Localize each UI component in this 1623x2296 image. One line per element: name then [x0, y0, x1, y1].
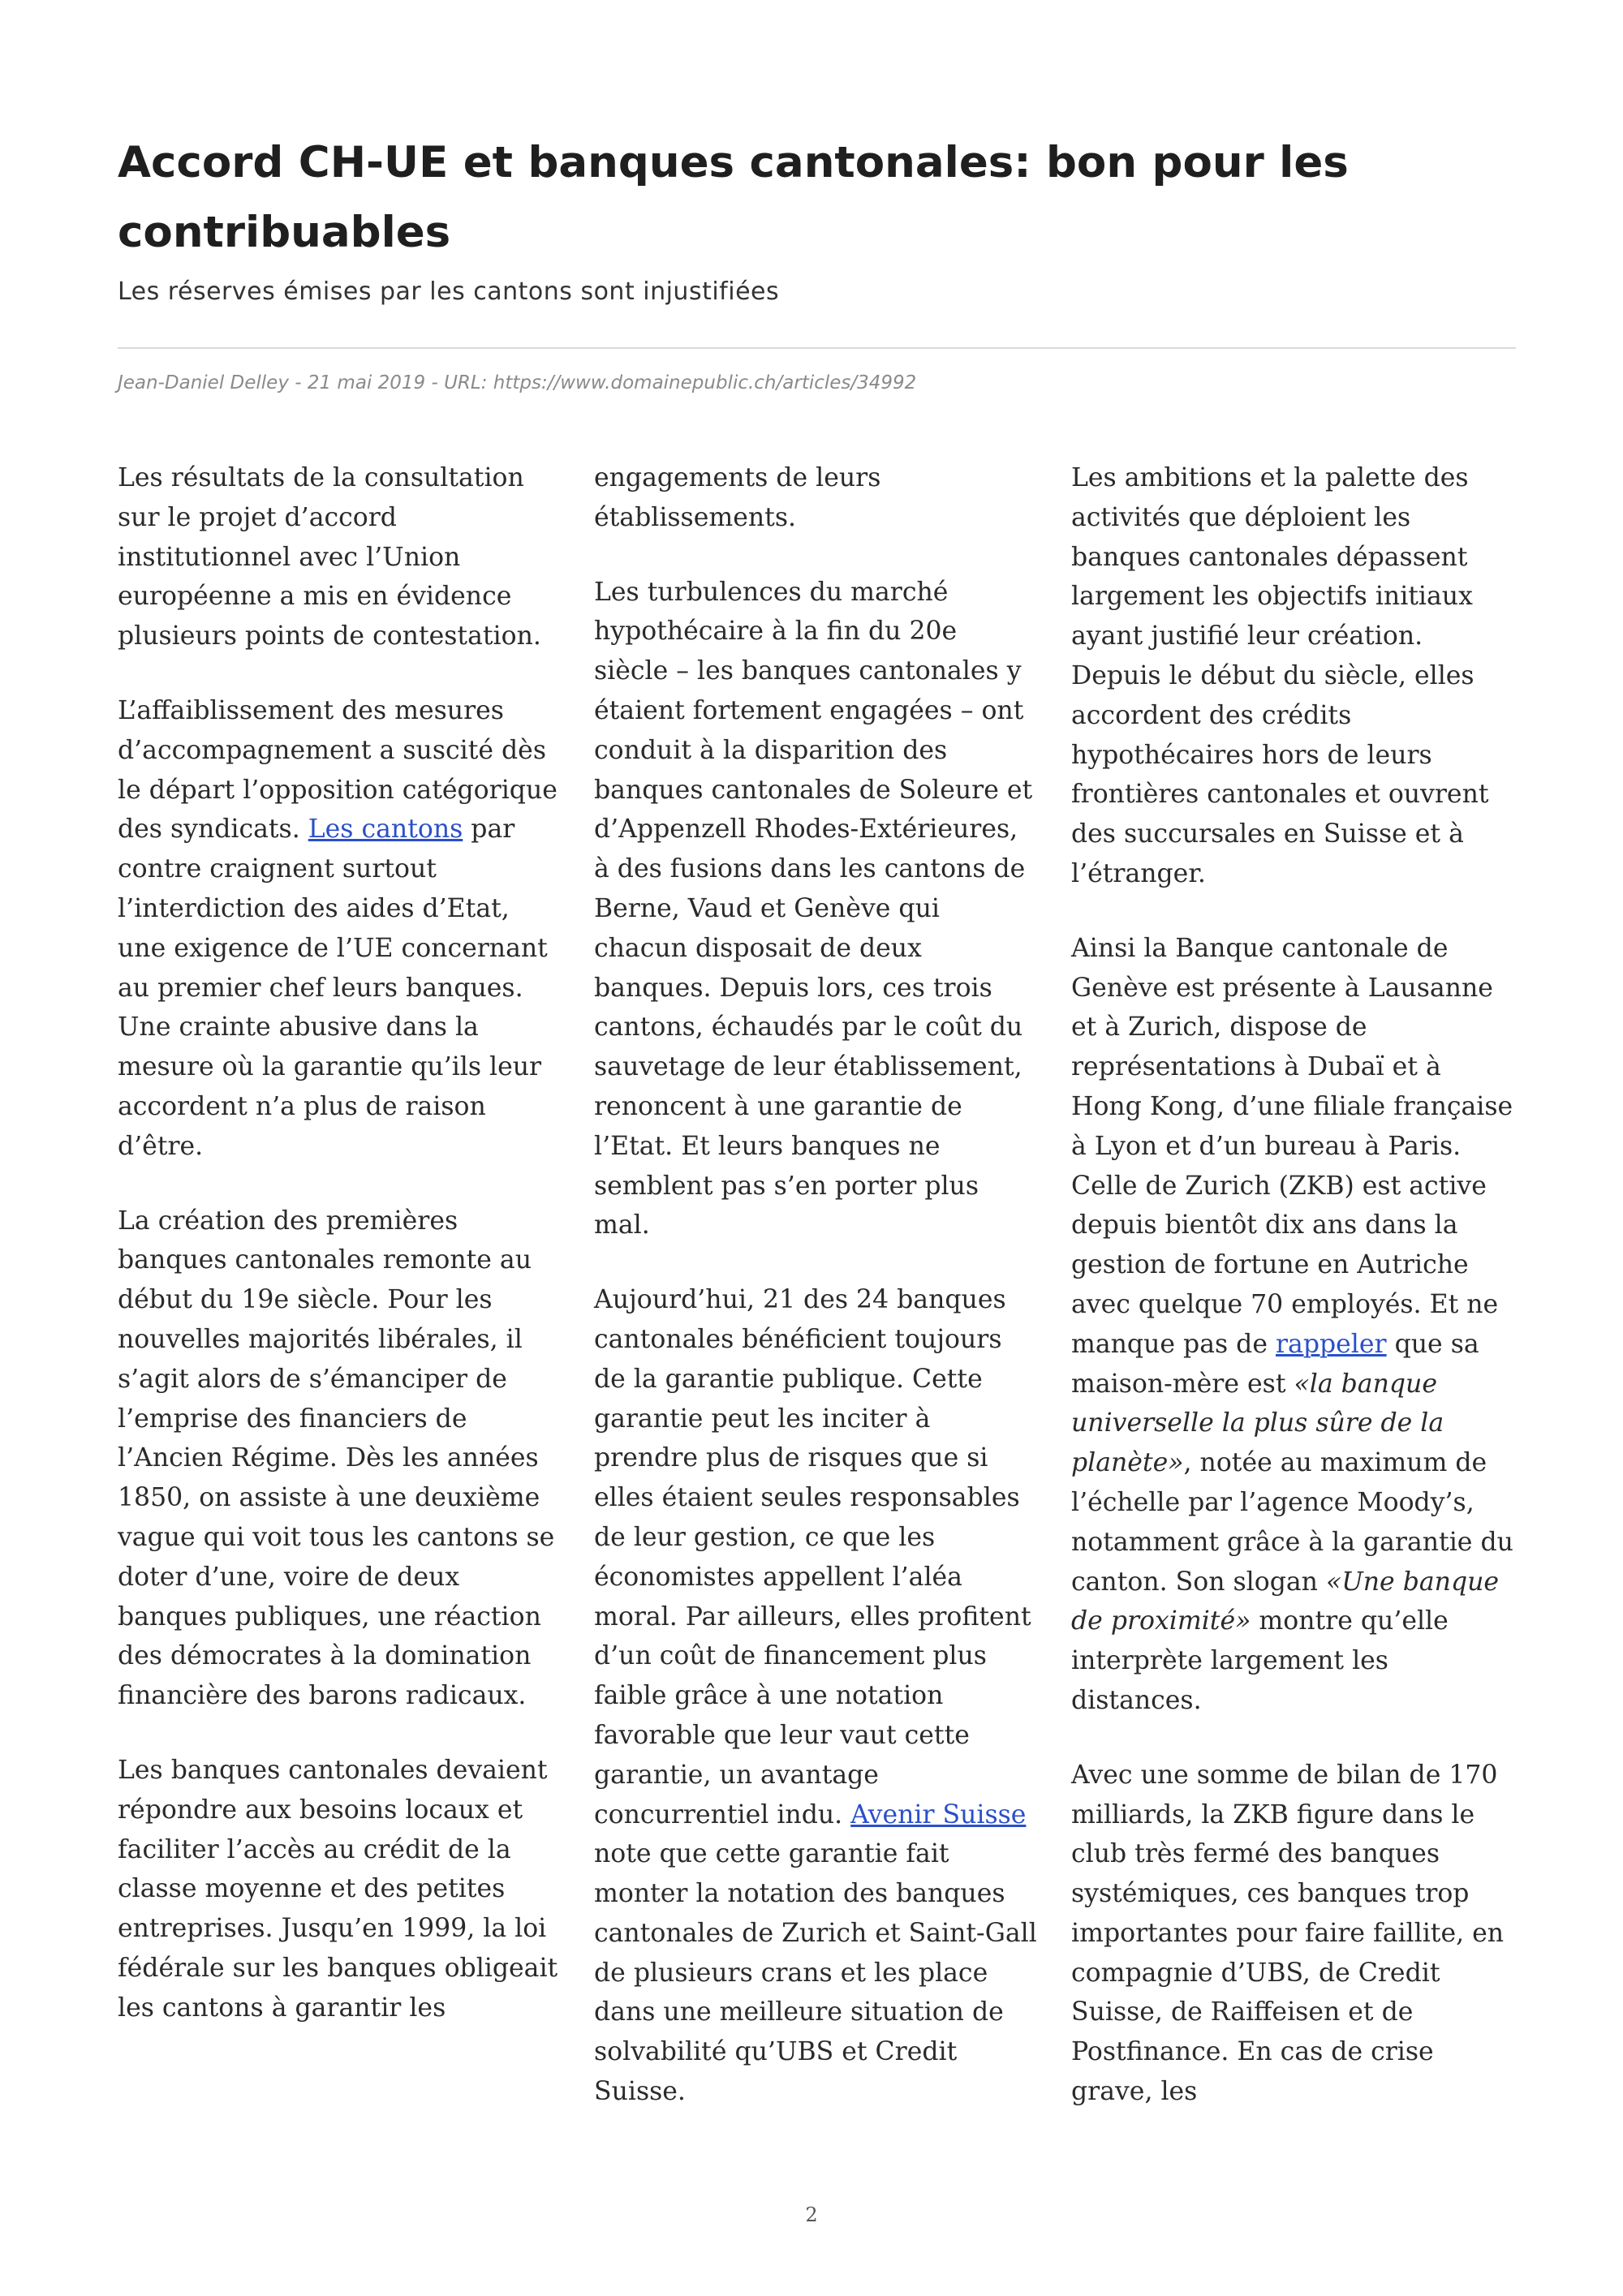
paragraph: Avec une somme de bilan de 170 milliards, la ZKB figure dans le club très fermé des banques systémiques, ces banques trop importantes pour faire faillite, en compagnie d’UBS, de Credit Suisse, de Raiffeisen et de Postfinance. En cas de crise grave, les — [1071, 1760, 1505, 2107]
paragraph-text: que sa maison-mère est — [1071, 1329, 1479, 1399]
quote-text: «Une banque de proximité» — [1071, 1567, 1500, 1636]
paragraph — [594, 1280, 1037, 2112]
paragraph-text: , notée au maximum de l’échelle par l’agence Moody’s, notamment grâce à la garantie du canton. Son slogan — [1071, 1448, 1513, 1597]
paragraph-text: montre qu’elle interprète largement les distances. — [1071, 1606, 1449, 1715]
article-byline: Jean-Daniel Delley - 21 mai 2019 - URL: https://www.domainepublic.ch/articles/34992 — [118, 372, 917, 393]
text-column-2 — [594, 458, 1037, 2147]
paragraph-text: Ainsi la Banque cantonale de Genève est présente à Lausanne et à Zurich, dispose de représentations à Dubaï et à Hong Kong, d’une filiale française à Lyon et d’un bureau à Paris. Celle de Zurich (ZKB) est active depuis bientôt dix ans dans la gestion de fortune en Autriche avec quelque 70 employés. Et ne manque pas de — [1071, 933, 1513, 1359]
article-subtitle: Les réserves émises par les cantons sont injustifiées — [118, 277, 780, 306]
paragraph: Les banques cantonales devaient répondre aux besoins locaux et faciliter l’accès au crédit de la classe moyenne et des petites entreprises. Jusqu’en 1999, la loi fédérale sur les banques obligeait les cantons à garantir les — [118, 1755, 558, 2023]
page-number: 2 — [805, 2204, 818, 2226]
paragraph — [118, 691, 561, 1167]
link-avenir-suisse[interactable]: Avenir Suisse — [850, 1799, 1027, 1829]
text-column-1 — [118, 458, 561, 2062]
paragraph: Les turbulences du marché hypothécaire à la fin du 20e siècle – les banques cantonales y étaient fortement engagées – ont conduit à la disparition des banques cantonales de Soleure et d’Appenzell Rhodes-Extérieures, à des fusions dans les cantons de Berne, Vaud et Genève qui chacun disposait de deux banques. Depuis lors, ces trois cantons, échaudés par le coût du sauvetage de leur établissement, renoncent à une garantie de l’Etat. Et leurs banques ne semblent pas s’en porter plus mal. — [594, 577, 1033, 1240]
link-les-cantons[interactable]: Les cantons — [308, 815, 463, 845]
paragraph-text: L’affaiblissement des mesures d’accompagnement a suscité dès le départ l’opposition catégorique des syndicats. — [118, 695, 558, 845]
link-rappeler[interactable]: rappeler — [1276, 1329, 1387, 1359]
article-title: Accord CH-UE et banques cantonales: bon pour les contribuables — [118, 138, 1349, 257]
paragraph-text: Aujourd’hui, 21 des 24 banques cantonales bénéficient toujours de la garantie publique. Cette garantie peut les inciter à prendre plus de risques que si elles étaient seules responsables de leur gestion, ce que les économistes appellent l’aléa moral. Par ailleurs, elles profitent d’un coût de financement plus faible grâce à une notation favorable que leur vaut cette garantie, un avantage concurrentiel indu. — [594, 1285, 1031, 1829]
paragraph: Les ambitions et la palette des activités que déploient les banques cantonales dépassent largement les objectifs initiaux ayant justifié leur création. Depuis le début du siècle, elles accordent des crédits hypothécaires hors de leurs frontières cantonales et ouvrent des succursales en Suisse et à l’étranger. — [1071, 463, 1489, 888]
paragraph-text: par contre craignent surtout l’interdiction des aides d’Etat, une exigence de l’UE concernant au premier chef leurs banques. Une crainte abusive dans la mesure où la garantie qu’ils leur accordent n’a plus de raison d’être. — [118, 815, 548, 1161]
paragraph: Les résultats de la consultation sur le projet d’accord institutionnel avec l’Union européenne a mis en évidence plusieurs points de contestation. — [118, 463, 541, 651]
paragraph — [1071, 929, 1514, 1721]
text-column-3 — [1071, 458, 1514, 2147]
header-divider — [118, 347, 1516, 349]
paragraph: engagements de leurs établissements. — [594, 463, 881, 532]
paragraph: La création des premières banques cantonales remonte au début du 19e siècle. Pour les nouvelles majorités libérales, il s’agit alors de s’émanciper de l’emprise des financiers de l’Ancien Régime. Dès les années 1850, on assiste à une deuxième vague qui voit tous les cantons se doter d’une, voire de deux banques publiques, une réaction des démocrates à la domination financière des barons radicaux. — [118, 1206, 555, 1711]
quote-text: «la banque universelle la plus sûre de la planète» — [1071, 1369, 1444, 1478]
paragraph-text: note que cette garantie fait monter la notation des banques cantonales de Zurich et Saint-Gall de plusieurs crans et les place dans une meilleure situation de solvabilité qu’UBS et Credit Suisse. — [594, 1839, 1037, 2107]
